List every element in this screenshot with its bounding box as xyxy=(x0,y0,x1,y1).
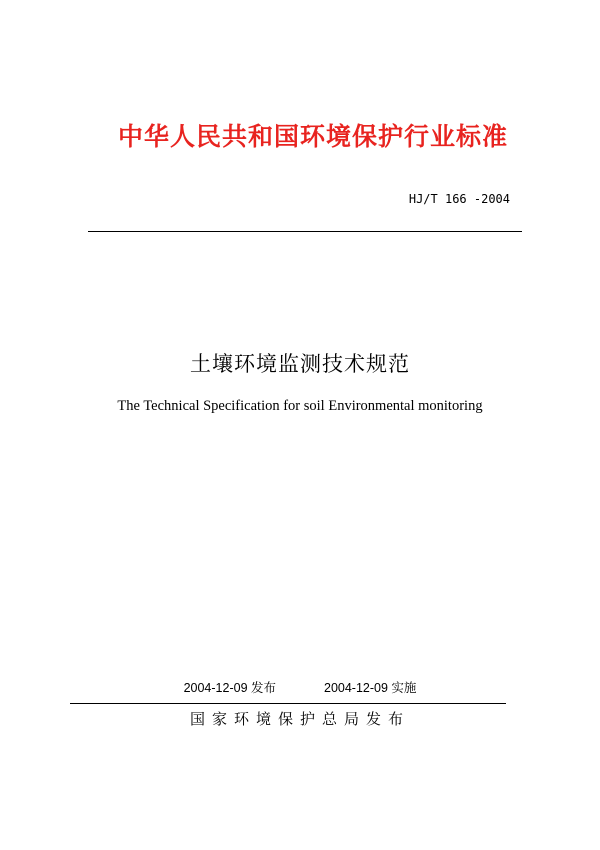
document-title: 土壤环境监测技术规范 xyxy=(190,352,410,376)
issue-date: 2004-12-09 发布 xyxy=(183,681,276,695)
document-subtitle-english: The Technical Specification for soil Environmental monitoring xyxy=(117,398,483,414)
top-divider xyxy=(88,231,522,232)
date-row xyxy=(0,682,600,695)
standard-code: HJ/T 166 -2004 xyxy=(408,192,510,206)
bottom-divider xyxy=(70,703,506,704)
publisher: 国家环境保护总局发布 xyxy=(189,710,410,728)
implementation-date: 2004-12-09 实施 xyxy=(324,681,417,695)
standard-category-title: 中华人民共和国环境保护行业标准 xyxy=(117,122,508,151)
